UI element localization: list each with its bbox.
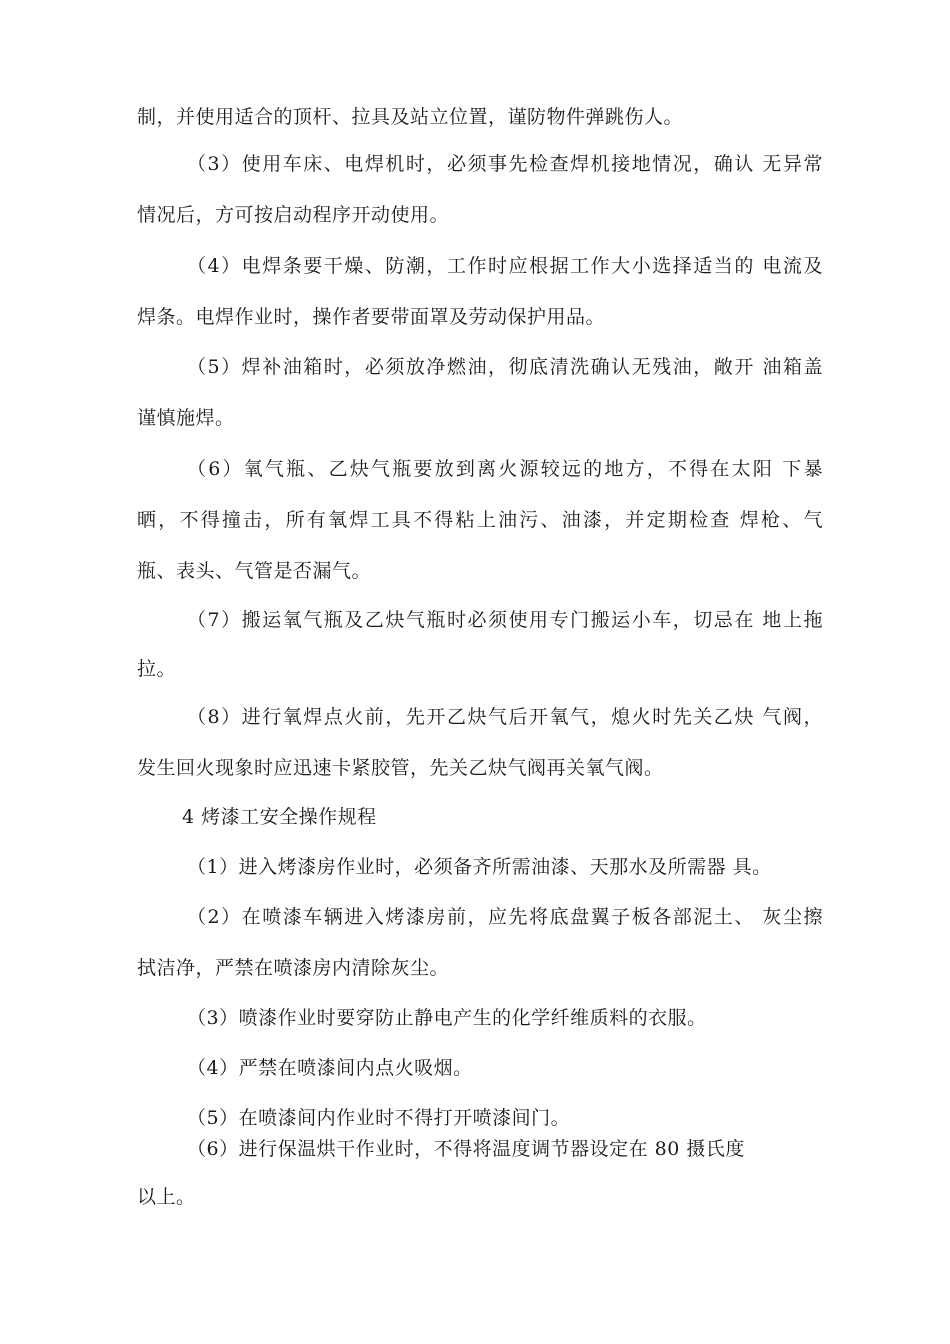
paragraph-line: （4）严禁在喷漆间内点火吸烟。 — [187, 1057, 473, 1079]
paragraph-line: 以上。 — [137, 1186, 196, 1208]
paragraph-line: 制，并使用适合的顶杆、拉具及站立位置，谨防物件弹跳伤人。 — [137, 106, 684, 128]
paragraph-line: （2）在喷漆车辆进入烤漆房前，应先将底盘翼子板各部泥土、 灰尘擦 — [187, 906, 823, 928]
paragraph-line: （3）喷漆作业时要穿防止静电产生的化学纤维质料的衣服。 — [187, 1007, 707, 1029]
paragraph-line: （5）在喷漆间内作业时不得打开喷漆间门。 — [187, 1107, 571, 1129]
paragraph-line: 焊条。电焊作业时，操作者要带面罩及劳动保护用品。 — [137, 306, 606, 328]
paragraph-line: 谨慎施焊。 — [137, 407, 235, 429]
paragraph-line: （8）进行氧焊点火前，先开乙炔气后开氧气，熄火时先关乙炔 气阀， — [187, 706, 823, 728]
paragraph-line: 瓶、表头、气管是否漏气。 — [137, 560, 372, 582]
paragraph-line: （7）搬运氧气瓶及乙炔气瓶时必须使用专门搬运小车，切忌在 地上拖 — [187, 609, 823, 631]
paragraph-line: 晒，不得撞击，所有氧焊工具不得粘上油污、油漆，并定期检查 焊枪、气 — [137, 509, 823, 531]
paragraph-line: （6）氧气瓶、乙炔气瓶要放到离火源较远的地方，不得在太阳 下暴 — [187, 458, 823, 480]
paragraph-line: （4）电焊条要干燥、防潮，工作时应根据工作大小选择适当的 电流及 — [187, 255, 823, 277]
paragraph-line: 拉。 — [137, 658, 177, 680]
paragraph-line: （3）使用车床、电焊机时，必须事先检查焊机接地情况，确认 无异常 — [187, 153, 823, 175]
paragraph-line: 发生回火现象时应迅速卡紧胶管，先关乙炔气阀再关氧气阀。 — [137, 757, 664, 779]
paragraph-line: 拭洁净，严禁在喷漆房内清除灰尘。 — [137, 957, 450, 979]
paragraph-line: （5）焊补油箱时，必须放净燃油，彻底清洗确认无残油，敞开 油箱盖 — [187, 356, 823, 378]
paragraph-line: （1）进入烤漆房作业时，必须备齐所需油漆、天那水及所需器 具。 — [187, 856, 772, 878]
section-heading: 4 烤漆工安全操作规程 — [182, 806, 377, 828]
paragraph-line: 情况后，方可按启动程序开动使用。 — [137, 204, 450, 226]
paragraph-line: （6）进行保温烘干作业时，不得将温度调节器设定在 80 摄氏度 — [187, 1138, 745, 1160]
